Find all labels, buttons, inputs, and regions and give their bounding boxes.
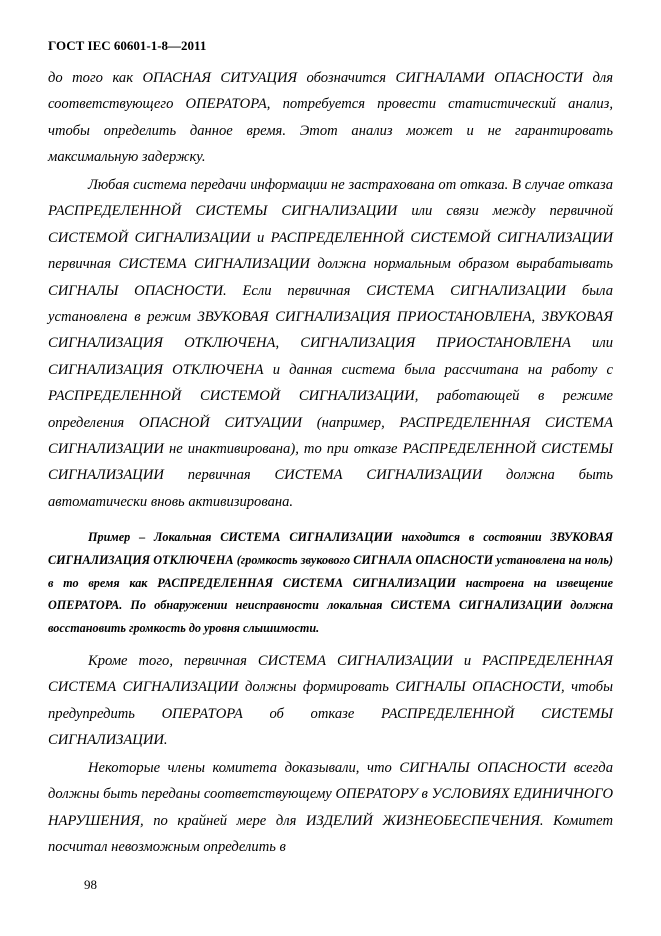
paragraph-system-failure: Любая система передачи информации не застрахована от отказа. В случае отказа РАСПРЕДЕЛЕННОЙ СИСТЕМЫ СИГНАЛИЗАЦИИ или связи между первичной СИСТЕМОЙ СИГНАЛИЗАЦИИ и РАСПРЕДЕЛЕННОЙ СИСТЕМОЙ СИГНАЛИЗАЦИИ первичная СИСТЕМА СИГНАЛИЗАЦИИ должна нормальным образом вырабатывать СИГНАЛЫ ОПАСНОСТИ. Если первичная СИСТЕМА СИГНАЛИЗАЦИИ была установлена в режим ЗВУКОВАЯ СИГНАЛИЗАЦИЯ ПРИОСТАНОВЛЕНА, ЗВУКОВАЯ СИГНАЛИЗАЦИЯ ОТКЛЮЧЕНА, СИГНАЛИЗАЦИЯ ПРИОСТАНОВЛЕНА или СИГНАЛИЗАЦИЯ ОТКЛЮЧЕНА и данная система была рассчитана на работу с РАСПРЕДЕЛЕННОЙ СИСТЕМОЙ СИГНАЛИЗАЦИИ, работающей в режиме определения ОПАСНОЙ СИТУАЦИИ (например, РАСПРЕДЕЛЕННАЯ СИСТЕМА СИГНАЛИЗАЦИИ не инактивирована), то при отказе РАСПРЕДЕЛЕННОЙ СИСТЕМЫ СИГНАЛИЗАЦИИ первичная СИСТЕМА СИГНАЛИЗАЦИИ должна быть автоматически вновь активизирована. [48, 177, 613, 510]
example-note: Пример – Локальная СИСТЕМА СИГНАЛИЗАЦИИ находится в состоянии ЗВУКОВАЯ СИГНАЛИЗАЦИЯ ОТКЛЮЧЕНА (громкость звукового СИГНАЛА ОПАСНОСТИ установлена на ноль) в то время как РАСПРЕДЕЛЕННАЯ СИСТЕМА СИГНАЛИЗАЦИИ настроена на извещение ОПЕРАТОРА. По обнаружении неисправности локальная СИСТЕМА СИГНАЛИЗАЦИИ должна восстановить громкость до уровня слышимости. [48, 530, 613, 636]
paragraph-continuation: до того как ОПАСНАЯ СИТУАЦИЯ обозначится СИГНАЛАМИ ОПАСНОСТИ для соответствующего ОПЕРАТОРА, потребуется провести статистический анализ, чтобы определить данное время. Этот анализ может и не гарантировать максимальную задержку. [48, 70, 613, 166]
paragraph-committee-opinion: Некоторые члены комитета доказывали, что СИГНАЛЫ ОПАСНОСТИ всегда должны быть переданы соответствующему ОПЕРАТОРУ в УСЛОВИЯХ ЕДИНИЧНОГО НАРУШЕНИЯ, по крайней мере для ИЗДЕЛИЙ ЖИЗНЕОБЕСПЕЧЕНИЯ. Комитет посчитал невозможным определить в [48, 760, 613, 856]
document-header: ГОСТ IEC 60601-1-8—2011 [48, 38, 207, 53]
paragraph-operator-warning: Кроме того, первичная СИСТЕМА СИГНАЛИЗАЦИИ и РАСПРЕДЕЛЕННАЯ СИСТЕМА СИГНАЛИЗАЦИИ должны формировать СИГНАЛЫ ОПАСНОСТИ, чтобы предупредить ОПЕРАТОРА об отказе РАСПРЕДЕЛЕННОЙ СИСТЕМЫ СИГНАЛИЗАЦИИ. [48, 653, 613, 749]
page-number: 98 [84, 877, 97, 892]
